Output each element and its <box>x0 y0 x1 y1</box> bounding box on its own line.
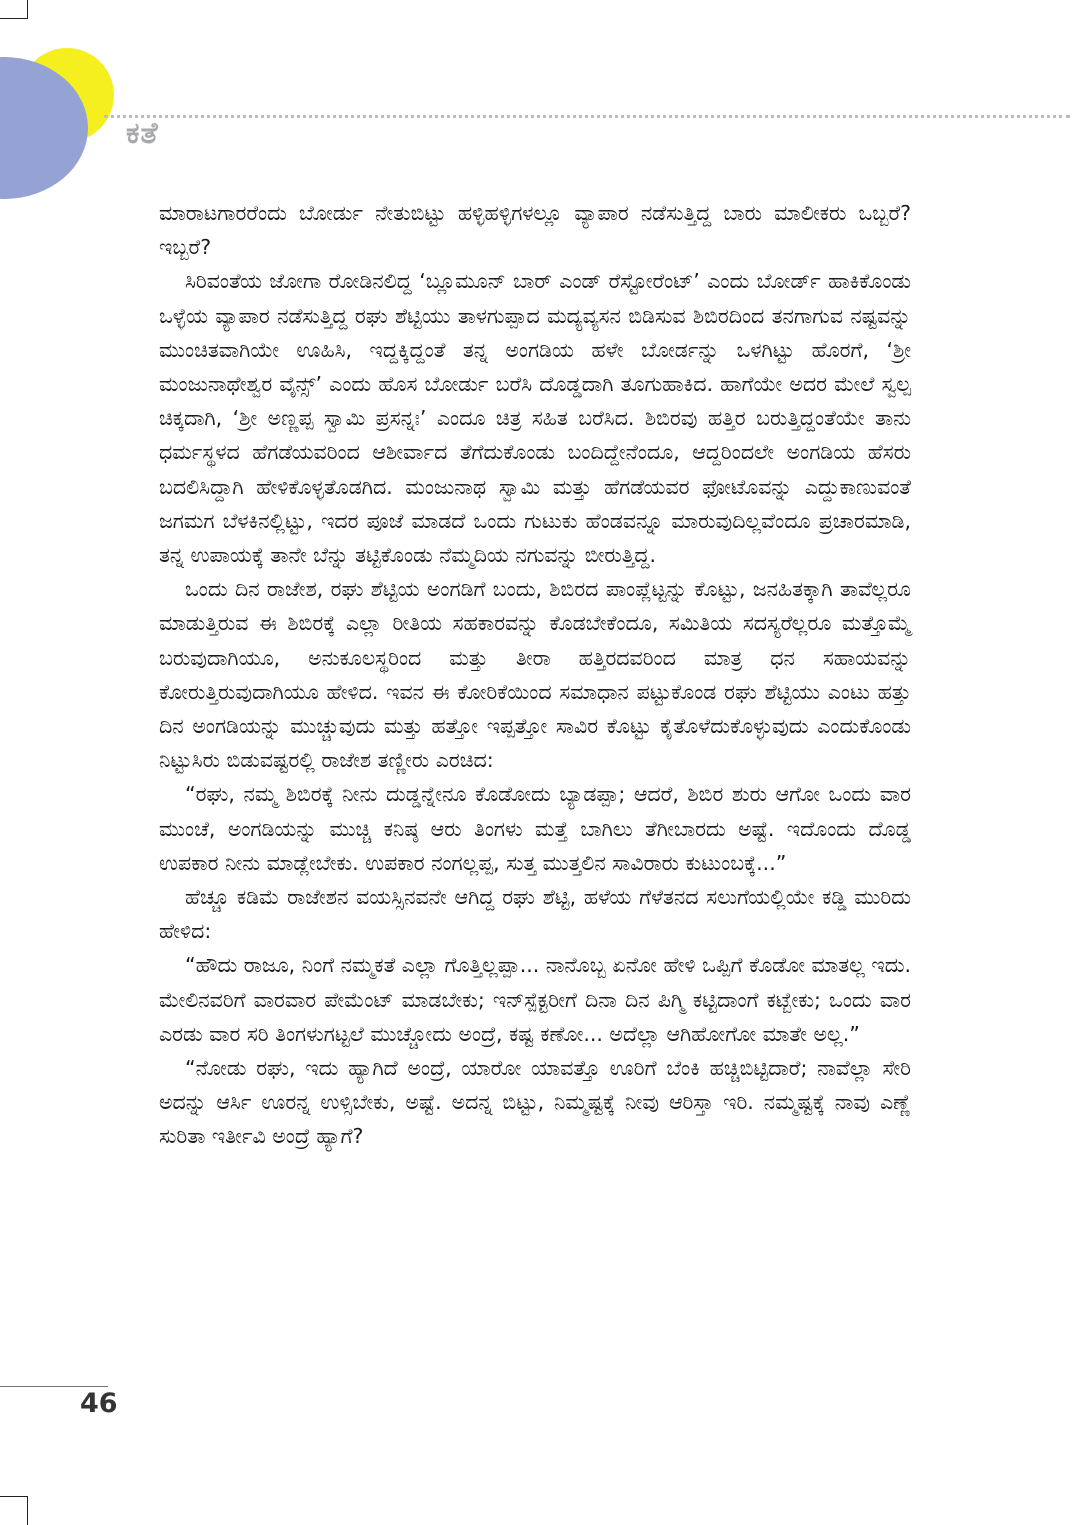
page-number: 46 <box>80 1388 118 1419</box>
crop-mark-bottom-left-horizontal <box>0 1496 28 1497</box>
crop-mark-top-left-horizontal <box>0 18 28 19</box>
paragraph-continued: ಮಾರಾಟಗಾರರೆಂದು ಬೋರ್ಡು ನೇತುಬಿಟ್ಟು ಹಳ್ಳಿಹಳ್ಳಿಗಳಲ್ಲೂ ವ್ಯಾಪಾರ ನಡೆಸುತ್ತಿದ್ದ ಬಾರು ಮಾಲೀಕರು ಒಬ್ಬರೆ? ಇಬ್ಬರೆ? <box>159 201 911 260</box>
header-dotted-rule <box>104 115 1070 118</box>
crop-mark-top-left-vertical <box>27 0 28 18</box>
paragraph-dialogue: “ರಘು, ನಮ್ಮ ಶಿಬಿರಕ್ಕೆ ನೀನು ದುಡ್ಡನ್ನೇನೂ ಕೊಡೋದು ಬ್ಯಾಡಪ್ಪಾ; ಆದರೆ, ಶಿಬಿರ ಶುರು ಆಗೋ ಒಂದು ವಾರ ಮುಂಚೆ, ಅಂಗಡಿಯನ್ನು ಮುಚ್ಚಿ ಕನಿಷ್ಠ ಆರು ತಿಂಗಳು ಮತ್ತೆ ಬಾಗಿಲು ತೆಗೀಬಾರದು ಅಷ್ಟೆ. ಇದೊಂದು ದೊಡ್ಡ ಉಪಕಾರ ನೀನು ಮಾಡ್ಲೇಬೇಕು. ಉಪಕಾರ ನಂಗಲ್ಲಪ್ಪ, ಸುತ್ತ ಮುತ್ತಲಿನ ಸಾವಿರಾರು ಕುಟುಂಬಕ್ಕೆ...” <box>159 782 911 875</box>
footer-rule <box>0 1386 108 1387</box>
section-title: ಕತೆ <box>126 116 159 151</box>
paragraph: ಹೆಚ್ಚೂ ಕಡಿಮೆ ರಾಜೇಶನ ವಯಸ್ಸಿನವನೇ ಆಗಿದ್ದ ರಘು ಶೆಟ್ಟಿ, ಹಳೆಯ ಗೆಳೆತನದ ಸಲುಗೆಯಲ್ಲಿಯೇ ಕಡ್ಡಿ ಮುರಿದು ಹೇಳಿದ: <box>159 885 911 944</box>
story-body <box>159 196 911 1154</box>
paragraph: ಒಂದು ದಿನ ರಾಜೇಶ, ರಘು ಶೆಟ್ಟಿಯ ಅಂಗಡಿಗೆ ಬಂದು, ಶಿಬಿರದ ಪಾಂಪ್ಲೆಟ್ಟನ್ನು ಕೊಟ್ಟು, ಜನಹಿತಕ್ಕಾಗಿ ತಾವೆಲ್ಲರೂ ಮಾಡುತ್ತಿರುವ ಈ ಶಿಬಿರಕ್ಕೆ ಎಲ್ಲಾ ರೀತಿಯ ಸಹಕಾರವನ್ನು ಕೊಡಬೇಕೆಂದೂ, ಸಮಿತಿಯ ಸದಸ್ಯರೆಲ್ಲರೂ ಮತ್ತೊಮ್ಮೆ ಬರುವುದಾಗಿಯೂ, ಅನುಕೂಲಸ್ಥರಿಂದ ಮತ್ತು ತೀರಾ ಹತ್ತಿರದವರಿಂದ ಮಾತ್ರ ಧನ ಸಹಾಯವನ್ನು ಕೋರುತ್ತಿರುವುದಾಗಿಯೂ ಹೇಳಿದ. ಇವನ ಈ ಕೋರಿಕೆಯಿಂದ ಸಮಾಧಾನ ಪಟ್ಟುಕೊಂಡ ರಘು ಶೆಟ್ಟಿಯು ಎಂಟು ಹತ್ತು ದಿನ ಅಂಗಡಿಯನ್ನು ಮುಚ್ಚುವುದು ಮತ್ತು ಹತ್ತೋ ಇಪ್ಪತ್ತೋ ಸಾವಿರ ಕೊಟ್ಟು ಕೈತೊಳೆದುಕೊಳ್ಳುವುದು ಎಂದುಕೊಂಡು ನಿಟ್ಟುಸಿರು ಬಿಡುವಷ್ಟರಲ್ಲಿ ರಾಜೇಶ ತಣ್ಣೀರು ಎರಚಿದ: <box>159 577 911 773</box>
paragraph-dialogue: “ನೋಡು ರಘು, ಇದು ಹ್ಯಾಗಿದೆ ಅಂದ್ರೆ, ಯಾರೋ ಯಾವತ್ತೊ ಊರಿಗೆ ಬೆಂಕಿ ಹಚ್ಚಿಬಿಟ್ಟಿದಾರೆ; ನಾವೆಲ್ಲಾ ಸೇರಿ ಅದನ್ನು ಆರ್ಸಿ ಊರನ್ನ ಉಳ್ಸಿಬೇಕು, ಅಷ್ಟೆ. ಅದನ್ನ ಬಿಟ್ಟು, ನಿಮ್ಮಷ್ಟಕ್ಕೆ ನೀವು ಆರಿಸ್ತಾ ಇರಿ. ನಮ್ಮಷ್ಟಕ್ಕೆ ನಾವು ಎಣ್ಣೆ ಸುರಿತಾ ಇರ್ತೀವಿ ಅಂದ್ರೆ ಹ್ಯಾಗೆ? <box>159 1056 911 1149</box>
crop-mark-bottom-left-vertical <box>27 1496 28 1525</box>
paragraph: ಸಿರಿವಂತೆಯ ಜೋಗಾ ರೋಡಿನಲಿದ್ದ ‘ಬ್ಲೂಮೂನ್ ಬಾರ್ ಎಂಡ್ ರೆಸ್ಟೋರೆಂಟ್’ ಎಂದು ಬೋರ್ಡ್ ಹಾಕಿಕೊಂಡು ಒಳ್ಳೆಯ ವ್ಯಾಪಾರ ನಡೆಸುತ್ತಿದ್ದ ರಘು ಶೆಟ್ಟಿಯು ತಾಳಗುಪ್ಪಾದ ಮದ್ಯವ್ಯಸನ ಬಿಡಿಸುವ ಶಿಬಿರದಿಂದ ತನಗಾಗುವ ನಷ್ಟವನ್ನು ಮುಂಚಿತವಾಗಿಯೇ ಊಹಿಸಿ, ಇದ್ದಕ್ಕಿದ್ದಂತೆ ತನ್ನ ಅಂಗಡಿಯ ಹಳೇ ಬೋರ್ಡನ್ನು ಒಳಗಿಟ್ಟು ಹೊರಗೆ, ‘ಶ್ರೀ ಮಂಜುನಾಥೇಶ್ವರ ವೈನ್ಸ್’ ಎಂದು ಹೊಸ ಬೋರ್ಡು ಬರೆಸಿ ದೊಡ್ಡದಾಗಿ ತೂಗುಹಾಕಿದ. ಹಾಗೆಯೇ ಅದರ ಮೇಲೆ ಸ್ವಲ್ಪ ಚಿಕ್ಕದಾಗಿ, ‘ಶ್ರೀ ಅಣ್ಣಪ್ಪ ಸ್ವಾಮಿ ಪ್ರಸನ್ನಃ’ ಎಂದೂ ಚಿತ್ರ ಸಹಿತ ಬರೆಸಿದ. ಶಿಬಿರವು ಹತ್ತಿರ ಬರುತ್ತಿದ್ದಂತೆಯೇ ತಾನು ಧರ್ಮಸ್ಥಳದ ಹೆಗಡೆಯವರಿಂದ ಆಶೀರ್ವಾದ ತೆಗೆದುಕೊಂಡು ಬಂದಿದ್ದೇನೆಂದೂ, ಆದ್ದರಿಂದಲೇ ಅಂಗಡಿಯ ಹೆಸರು ಬದಲಿಸಿದ್ದಾಗಿ ಹೇಳಿಕೊಳ್ಳತೊಡಗಿದ. ಮಂಜುನಾಥ ಸ್ವಾಮಿ ಮತ್ತು ಹೆಗಡೆಯವರ ಫೋಟೊವನ್ನು ಎದ್ದುಕಾಣುವಂತೆ ಜಗಮಗ ಬೆಳಕಿನಲ್ಲಿಟ್ಟು, ಇದರ ಪೂಜೆ ಮಾಡದೆ ಒಂದು ಗುಟುಕು ಹೆಂಡವನ್ನೂ ಮಾರುವುದಿಲ್ಲವೆಂದೂ ಪ್ರಚಾರಮಾಡಿ, ತನ್ನ ಉಪಾಯಕ್ಕೆ ತಾನೇ ಬೆನ್ನು ತಟ್ಟಿಕೊಂಡು ನೆಮ್ಮದಿಯ ನಗುವನ್ನು ಬೀರುತ್ತಿದ್ದ. <box>159 269 911 568</box>
paragraph-dialogue: “ಹೌದು ರಾಜೂ, ನಿಂಗೆ ನಮ್ಮಕತೆ ಎಲ್ಲಾ ಗೊತ್ತಿಲ್ಲಪ್ಪಾ... ನಾನೊಬ್ಬ ಏನೋ ಹೇಳಿ ಒಪ್ಪಿಗೆ ಕೊಡೋ ಮಾತಲ್ಲ ಇದು. ಮೇಲಿನವರಿಗೆ ವಾರವಾರ ಪೇಮೆಂಟ್ ಮಾಡಬೇಕು; ಇನ್‌ಸ್ಪೆಕ್ಟರೀಗೆ ದಿನಾ ದಿನ ಪಿಗ್ಮಿ ಕಟ್ಟಿದಾಂಗೆ ಕಟ್ಬೇಕು; ಒಂದು ವಾರ ಎರಡು ವಾರ ಸರಿ ತಿಂಗಳುಗಟ್ಟಲೆ ಮುಚ್ಚೋದು ಅಂದ್ರೆ, ಕಷ್ಟ ಕಣೋ... ಅದೆಲ್ಲಾ ಆಗಿಹೋಗೋ ಮಾತೇ ಅಲ್ಲ.” <box>159 953 911 1046</box>
